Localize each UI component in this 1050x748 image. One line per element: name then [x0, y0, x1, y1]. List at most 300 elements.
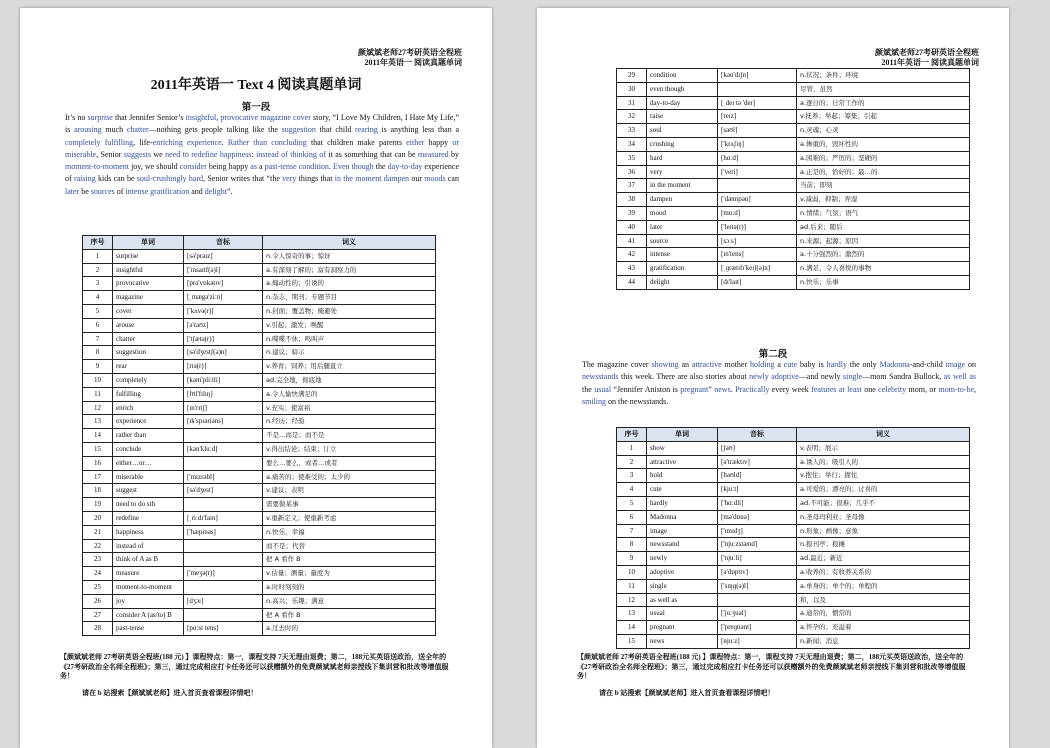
definition-cell: n.令人惊奇的事；惊讶 — [263, 249, 436, 263]
highlighted-word: Madonna — [879, 360, 910, 369]
row-number-cell: 20 — [83, 511, 113, 525]
phonetic-cell — [184, 498, 263, 512]
word-cell: image — [647, 524, 718, 538]
table-row — [83, 291, 436, 305]
word-cell: miserable — [113, 470, 184, 484]
row-number-cell: 26 — [83, 594, 113, 608]
definition-cell: a.收养的；有收养关系的 — [797, 565, 970, 579]
definition-cell: a.诱人的；吸引人的 — [797, 455, 970, 469]
text-run: mother — [721, 360, 751, 369]
text-run: it as something that can be — [325, 149, 418, 159]
row-number-cell: 11 — [617, 579, 647, 593]
text-run: mom, or — [906, 384, 939, 394]
table-row — [83, 553, 436, 567]
highlighted-word: mom-to-be — [938, 384, 975, 394]
row-number-cell: 28 — [83, 622, 113, 636]
highlighted-word: consider — [179, 162, 207, 172]
word-cell: very — [647, 165, 718, 179]
word-cell: cover — [113, 304, 184, 318]
text-run: can — [445, 174, 459, 184]
phonetic-cell — [718, 179, 797, 193]
highlighted-word: intense gratification — [125, 186, 190, 196]
definition-cell: 把 A 看作 B — [263, 608, 436, 622]
column-header: 词义 — [797, 428, 970, 442]
phonetic-cell: ['njuːli] — [718, 552, 797, 566]
word-cell: think of A as B — [113, 553, 184, 567]
text-run: an — [678, 360, 692, 369]
definition-cell: a.怀孕的；充溢着 — [797, 621, 970, 635]
highlighted-word: later — [65, 186, 80, 196]
highlighted-word: insightful — [185, 113, 217, 122]
word-cell: conclude — [113, 442, 184, 456]
row-number-cell: 16 — [83, 456, 113, 470]
phonetic-cell: [hɑːd] — [718, 151, 797, 165]
row-number-cell: 5 — [617, 496, 647, 510]
text-run: joy, we should — [129, 162, 180, 172]
definition-cell: n.封面；覆盖物；掩避处 — [263, 304, 436, 318]
definition-cell: n.新闻；消息 — [797, 634, 970, 648]
phonetic-cell: [ɪn'tens] — [718, 248, 797, 262]
word-cell: crushing — [647, 137, 718, 151]
table-row — [617, 510, 970, 524]
word-cell: consider A (as/to) B — [113, 608, 184, 622]
definition-cell: a.单身的；单个的；单程的 — [797, 579, 970, 593]
word-cell: moment-to-moment — [113, 580, 184, 594]
text-run: ” — [708, 384, 715, 394]
definition-cell: a.痛苦的；使难受的；太少的 — [263, 470, 436, 484]
row-number-cell: 38 — [617, 193, 647, 207]
highlighted-word: need to redefine happiness — [165, 149, 252, 159]
phonetic-cell: [dʒɔɪ] — [184, 594, 263, 608]
table-row — [617, 621, 970, 635]
highlighted-word: in the moment dampen — [334, 174, 410, 184]
phonetic-cell: ['krʌʃɪŋ] — [718, 137, 797, 151]
text-run: that Jennifer Senior’s — [112, 113, 186, 122]
row-number-cell: 37 — [617, 179, 647, 193]
text-run: . — [730, 384, 736, 394]
text-run: on the newsstands. — [606, 396, 669, 406]
table-row — [83, 346, 436, 360]
highlighted-word: smiling — [582, 396, 607, 406]
definition-cell: n.圣母玛利亚；圣母像 — [797, 510, 970, 524]
word-cell: need to do sth — [113, 498, 184, 512]
row-number-cell: 2 — [83, 263, 113, 277]
word-cell: suggest — [113, 484, 184, 498]
word-cell: adoptive — [647, 565, 718, 579]
word-cell: intense — [647, 248, 718, 262]
definition-cell: n.快乐，幸福 — [263, 525, 436, 539]
phonetic-cell: [reɪz] — [718, 110, 797, 124]
table-row — [617, 220, 970, 234]
row-number-cell: 31 — [617, 96, 647, 110]
word-cell: past-tense — [113, 622, 184, 636]
table-row — [617, 496, 970, 510]
word-cell: attractive — [647, 455, 718, 469]
definition-cell: ad.后来；随后 — [797, 220, 970, 234]
definition-cell: n.报刊亭；报摊 — [797, 538, 970, 552]
section-heading-1: 第一段 — [241, 103, 271, 113]
word-cell: source — [647, 234, 718, 248]
highlighted-word: provocative magazine cover — [220, 113, 311, 122]
text-run: —mom Sandra Bullock, — [862, 372, 944, 382]
definition-cell: 尽管，虽然 — [797, 82, 970, 96]
table-row — [617, 552, 970, 566]
word-cell: raise — [647, 110, 718, 124]
phonetic-cell: [ʃəʊ] — [718, 441, 797, 455]
row-number-cell: 36 — [617, 165, 647, 179]
word-cell: arouse — [113, 318, 184, 332]
phonetic-cell: ['meʒə(r)] — [184, 567, 263, 581]
text-run: be — [79, 186, 91, 196]
highlighted-word: measured — [417, 149, 449, 159]
row-number-cell: 43 — [617, 262, 647, 276]
text-run: every week — [769, 384, 812, 394]
definition-cell: v.减弱，抑制；弄湿 — [797, 193, 970, 207]
row-number-cell: 30 — [617, 82, 647, 96]
phonetic-cell: [njuːz] — [718, 634, 797, 648]
phonetic-cell: ['hɑːdli] — [718, 496, 797, 510]
definition-cell: n.喋喋不休；鸣叫声 — [263, 332, 436, 346]
table-row — [83, 429, 436, 443]
definition-cell: a.煽动性的；引诱的 — [263, 277, 436, 291]
phonetic-cell: [ə'dɒptɪv] — [718, 565, 797, 579]
table-row — [83, 318, 436, 332]
row-number-cell: 7 — [617, 524, 647, 538]
text-run: our — [409, 174, 425, 184]
definition-cell: n.形象；画像；意象 — [797, 524, 970, 538]
row-number-cell: 4 — [83, 291, 113, 305]
phonetic-cell: [ə'træktɪv] — [718, 455, 797, 469]
phonetic-cell: [kən'dɪʃn] — [718, 69, 797, 83]
text-run: this week. There are also stories about — [618, 372, 750, 382]
phonetic-cell — [184, 553, 263, 567]
phonetic-cell — [184, 580, 263, 594]
highlighted-word: as well as — [943, 372, 976, 382]
table-row — [617, 165, 970, 179]
row-number-cell: 8 — [617, 538, 647, 552]
word-cell: magazine — [113, 291, 184, 305]
highlighted-word: suggestion — [281, 125, 316, 135]
phonetic-cell: [sə'dʒest] — [184, 484, 263, 498]
word-cell: show — [647, 441, 718, 455]
phonetic-cell: ['sɪŋɡ(ə)l] — [718, 579, 797, 593]
definition-cell: a.令人愉快满足的 — [263, 387, 436, 401]
text-run: . — [328, 162, 333, 172]
row-number-cell: 10 — [83, 373, 113, 387]
highlighted-word: surprise — [87, 113, 113, 122]
text-run: and — [189, 186, 205, 196]
definition-cell: a.有深刻了解的；富有洞察力的 — [263, 263, 436, 277]
table-row — [83, 415, 436, 429]
table-row — [617, 483, 970, 497]
table-row — [83, 525, 436, 539]
row-number-cell: 13 — [83, 415, 113, 429]
table-row — [617, 565, 970, 579]
definition-cell: ad.完全地，彻底地 — [263, 373, 436, 387]
definition-cell: n.高兴；乐趣；满意 — [263, 594, 436, 608]
phonetic-cell — [184, 429, 263, 443]
highlighted-word: as — [250, 162, 257, 172]
row-number-cell: 27 — [83, 608, 113, 622]
highlighted-word: pregnant — [680, 384, 709, 394]
definition-cell: a.正是的，恰好的；最…的 — [797, 165, 970, 179]
word-cell: delight — [647, 275, 718, 289]
phonetic-cell: ['dæmpən] — [718, 193, 797, 207]
word-cell: in the moment — [647, 179, 718, 193]
row-number-cell: 33 — [617, 124, 647, 138]
highlighted-word: single — [843, 372, 863, 382]
column-header: 音标 — [718, 428, 797, 442]
table-row — [617, 524, 970, 538]
highlighted-word: very — [282, 174, 297, 184]
phonetic-cell: [dɪ'laɪt] — [718, 275, 797, 289]
text-run: : — [251, 149, 257, 159]
row-number-cell: 10 — [617, 565, 647, 579]
text-run: that children make parents — [306, 137, 407, 147]
table-header-row — [83, 236, 436, 250]
phonetic-cell — [184, 456, 263, 470]
page-1 — [20, 8, 492, 748]
table-row — [83, 387, 436, 401]
highlighted-word: soul-crushingly hard — [136, 174, 204, 184]
row-number-cell: 34 — [617, 137, 647, 151]
table-row — [617, 151, 970, 165]
definition-cell: a.逐日的；日常工作的 — [797, 96, 970, 110]
definition-cell: n.建议；暗示 — [263, 346, 436, 360]
text-run: happy — [424, 137, 453, 147]
phonetic-cell: [sɔːs] — [718, 234, 797, 248]
word-cell: either…or… — [113, 456, 184, 470]
text-run: that child — [315, 125, 356, 135]
highlighted-word: newly adoptive — [749, 372, 799, 382]
highlighted-word: usual — [594, 384, 612, 394]
definition-cell: n.情绪；气氛；语气 — [797, 206, 970, 220]
definition-cell: n.杂志，期刊；专题节目 — [263, 291, 436, 305]
highlighted-word: delight — [204, 186, 227, 196]
word-cell: fulfilling — [113, 387, 184, 401]
word-cell: as well as — [647, 593, 718, 607]
row-number-cell: 14 — [617, 621, 647, 635]
table-row — [617, 441, 970, 455]
phonetic-cell: ['preɡnənt] — [718, 621, 797, 635]
phonetic-cell: [ˌɡrætɪfɪ'keɪʃ(ə)n] — [718, 262, 797, 276]
definition-cell: a.惨重的，毁坏性的 — [797, 137, 970, 151]
phonetic-cell: [səʊl] — [718, 124, 797, 138]
phonetic-cell: [rɪə(r)] — [184, 360, 263, 374]
page-2 — [537, 8, 1009, 748]
table-row — [617, 137, 970, 151]
word-cell: provocative — [113, 277, 184, 291]
word-cell: surprise — [113, 249, 184, 263]
definition-cell: v.引起；激发；唤醒 — [263, 318, 436, 332]
highlighted-word: holding — [750, 360, 775, 369]
word-cell: measure — [113, 567, 184, 581]
definition-cell: a.过去时的 — [263, 622, 436, 636]
highlighted-word: past-tense condition — [264, 162, 329, 172]
table-row — [617, 634, 970, 648]
word-cell: soul — [647, 124, 718, 138]
text-run: The magazine cover — [582, 360, 652, 369]
footer-notice: 【颜斌斌老师 27考研英语全程班(188 元) 】课程特点：第一，课程支持 7天无理由退费；第二，188元买英语送政治，送全年的《27考研政治全名师全程班》；第三，通过完成相应打卡任务还可以获赠额外的免费颜斌斌老师亲授线下集训营和批改等增值服务！ 请在 b 站搜索【颜斌斌老师】进入首页查看课程详情吧！ — [60, 653, 449, 697]
table-row — [83, 470, 436, 484]
text-run: the — [373, 162, 388, 172]
word-cell: usual — [647, 607, 718, 621]
table-row — [83, 304, 436, 318]
table-row — [617, 110, 970, 124]
row-number-cell: 4 — [617, 483, 647, 497]
definition-cell: ad.最近；新近 — [797, 552, 970, 566]
definition-cell: 而不是；代替 — [263, 539, 436, 553]
phonetic-cell: [kəm'pliːtli] — [184, 373, 263, 387]
phonetic-cell: [sə'dʒestʃ(ə)n] — [184, 346, 263, 360]
row-number-cell: 19 — [83, 498, 113, 512]
text-run: being happy — [206, 162, 251, 172]
table-row — [83, 608, 436, 622]
row-number-cell: 1 — [83, 249, 113, 263]
highlighted-word: Rather than concluding — [227, 137, 307, 147]
definition-cell: 要么…要么，或者…或者 — [263, 456, 436, 470]
row-number-cell: 15 — [617, 634, 647, 648]
definition-cell: 不是…而是；而不是 — [263, 429, 436, 443]
word-cell: chatter — [113, 332, 184, 346]
text-run: of — [114, 186, 126, 196]
column-header: 音标 — [184, 236, 263, 250]
table-row — [617, 593, 970, 607]
word-cell: gratification — [647, 262, 718, 276]
text-run: baby is — [797, 360, 827, 369]
table-row — [617, 179, 970, 193]
text-run: , — [216, 113, 221, 122]
definition-cell: a.十分强烈的；激烈的 — [797, 248, 970, 262]
phonetic-cell: ['hæpinəs] — [184, 525, 263, 539]
text-run: we — [150, 149, 166, 159]
word-cell: instead of — [113, 539, 184, 553]
table-row — [617, 193, 970, 207]
word-cell: cute — [647, 483, 718, 497]
table-row — [617, 69, 970, 83]
phonetic-cell: ['tʃætə(r)] — [184, 332, 263, 346]
highlighted-word: instead of thinking of — [256, 149, 326, 159]
row-number-cell: 44 — [617, 275, 647, 289]
phonetic-cell: [pɑːst tens] — [184, 622, 263, 636]
table-row — [617, 124, 970, 138]
row-number-cell: 23 — [83, 553, 113, 567]
row-number-cell: 39 — [617, 206, 647, 220]
word-cell: newsstand — [647, 538, 718, 552]
paragraph-2 — [582, 359, 976, 408]
definition-cell: 需要做某事 — [263, 498, 436, 512]
text-run: —and newly — [798, 372, 844, 382]
phonetic-cell: ['mɪzrəbl] — [184, 470, 263, 484]
highlighted-word: attractive — [691, 360, 722, 369]
word-cell: enrich — [113, 401, 184, 415]
row-number-cell: 13 — [617, 607, 647, 621]
word-cell: single — [647, 579, 718, 593]
highlighted-word: moods — [424, 174, 446, 184]
highlighted-word: image — [945, 360, 966, 369]
table-row — [83, 580, 436, 594]
definition-cell: n.经历；经验 — [263, 415, 436, 429]
definition-cell: a.通常的，惯常的 — [797, 607, 970, 621]
table-row — [617, 206, 970, 220]
highlighted-word: showing — [651, 360, 679, 369]
definition-cell: v.养育；饲养；用后腿直立 — [263, 360, 436, 374]
row-number-cell: 17 — [83, 470, 113, 484]
paragraph-1 — [65, 112, 459, 198]
table-row — [83, 277, 436, 291]
page-header: 颜斌斌老师27考研英语全程班 2011年英语一 阅读真题单词 — [875, 48, 979, 67]
phonetic-cell: ['kʌvə(r)] — [184, 304, 263, 318]
phonetic-cell: [ˌmægə'ziːn] — [184, 291, 263, 305]
word-cell: rear — [113, 360, 184, 374]
phonetic-cell: ['veri] — [718, 165, 797, 179]
phonetic-cell: [prə'vɒkətɪv] — [184, 277, 263, 291]
row-number-cell: 8 — [83, 346, 113, 360]
word-cell: redefine — [113, 511, 184, 525]
phonetic-cell: [ˌdeɪ tə 'deɪ] — [718, 96, 797, 110]
row-number-cell: 40 — [617, 220, 647, 234]
definition-cell: 当前；即刻 — [797, 179, 970, 193]
word-cell: news — [647, 634, 718, 648]
vocab-table-2 — [616, 68, 970, 290]
word-cell: Madonna — [647, 510, 718, 524]
table-row — [83, 484, 436, 498]
table-header-row — [617, 428, 970, 442]
definition-cell: v.抚养；举起；筹集；引起 — [797, 110, 970, 124]
definition-cell: v.表明；展示 — [797, 441, 970, 455]
highlighted-word: cute — [783, 360, 798, 369]
row-number-cell: 29 — [617, 69, 647, 83]
highlighted-word: hardly — [826, 360, 847, 369]
highlighted-word: completely fulfilling — [65, 137, 134, 147]
definition-cell: a.困难的；严厉的；坚硬的 — [797, 151, 970, 165]
phonetic-cell — [718, 82, 797, 96]
word-cell: experience — [113, 415, 184, 429]
definition-cell: n.快乐；乐事 — [797, 275, 970, 289]
row-number-cell: 35 — [617, 151, 647, 165]
text-run: story, “I Love My Children, I Hate My Life,” is — [65, 113, 460, 135]
table-row — [617, 607, 970, 621]
definition-cell: v.建议；表明 — [263, 484, 436, 498]
table-row — [83, 539, 436, 553]
definition-cell: v.得出结论；结束；订立 — [263, 442, 436, 456]
row-number-cell: 1 — [617, 441, 647, 455]
row-number-cell: 3 — [617, 469, 647, 483]
row-number-cell: 7 — [83, 332, 113, 346]
page-header: 颜斌斌老师27考研英语全程班 2011年英语一 阅读真题单词 — [358, 48, 462, 67]
table-row — [83, 498, 436, 512]
column-header: 序号 — [83, 236, 113, 250]
row-number-cell: 6 — [83, 318, 113, 332]
phonetic-cell — [718, 593, 797, 607]
highlighted-word: chatter — [126, 125, 149, 135]
row-number-cell: 41 — [617, 234, 647, 248]
text-run: , — [974, 384, 977, 394]
text-run: , Senior — [96, 149, 124, 159]
word-cell: dampen — [647, 193, 718, 207]
phonetic-cell: [kən'kluːd] — [184, 442, 263, 456]
phonetic-cell: [sə'praɪz] — [184, 249, 263, 263]
word-cell: suggestion — [113, 346, 184, 360]
highlighted-word: Even though — [333, 162, 374, 172]
definition-cell: 把 A 看作 B — [263, 553, 436, 567]
word-cell: mood — [647, 206, 718, 220]
phonetic-cell: [muːd] — [718, 206, 797, 220]
phonetic-cell: [həʊld] — [718, 469, 797, 483]
word-cell: later — [647, 220, 718, 234]
phonetic-cell: [ˌriːdɪ'faɪn] — [184, 511, 263, 525]
text-run: . — [221, 137, 228, 147]
